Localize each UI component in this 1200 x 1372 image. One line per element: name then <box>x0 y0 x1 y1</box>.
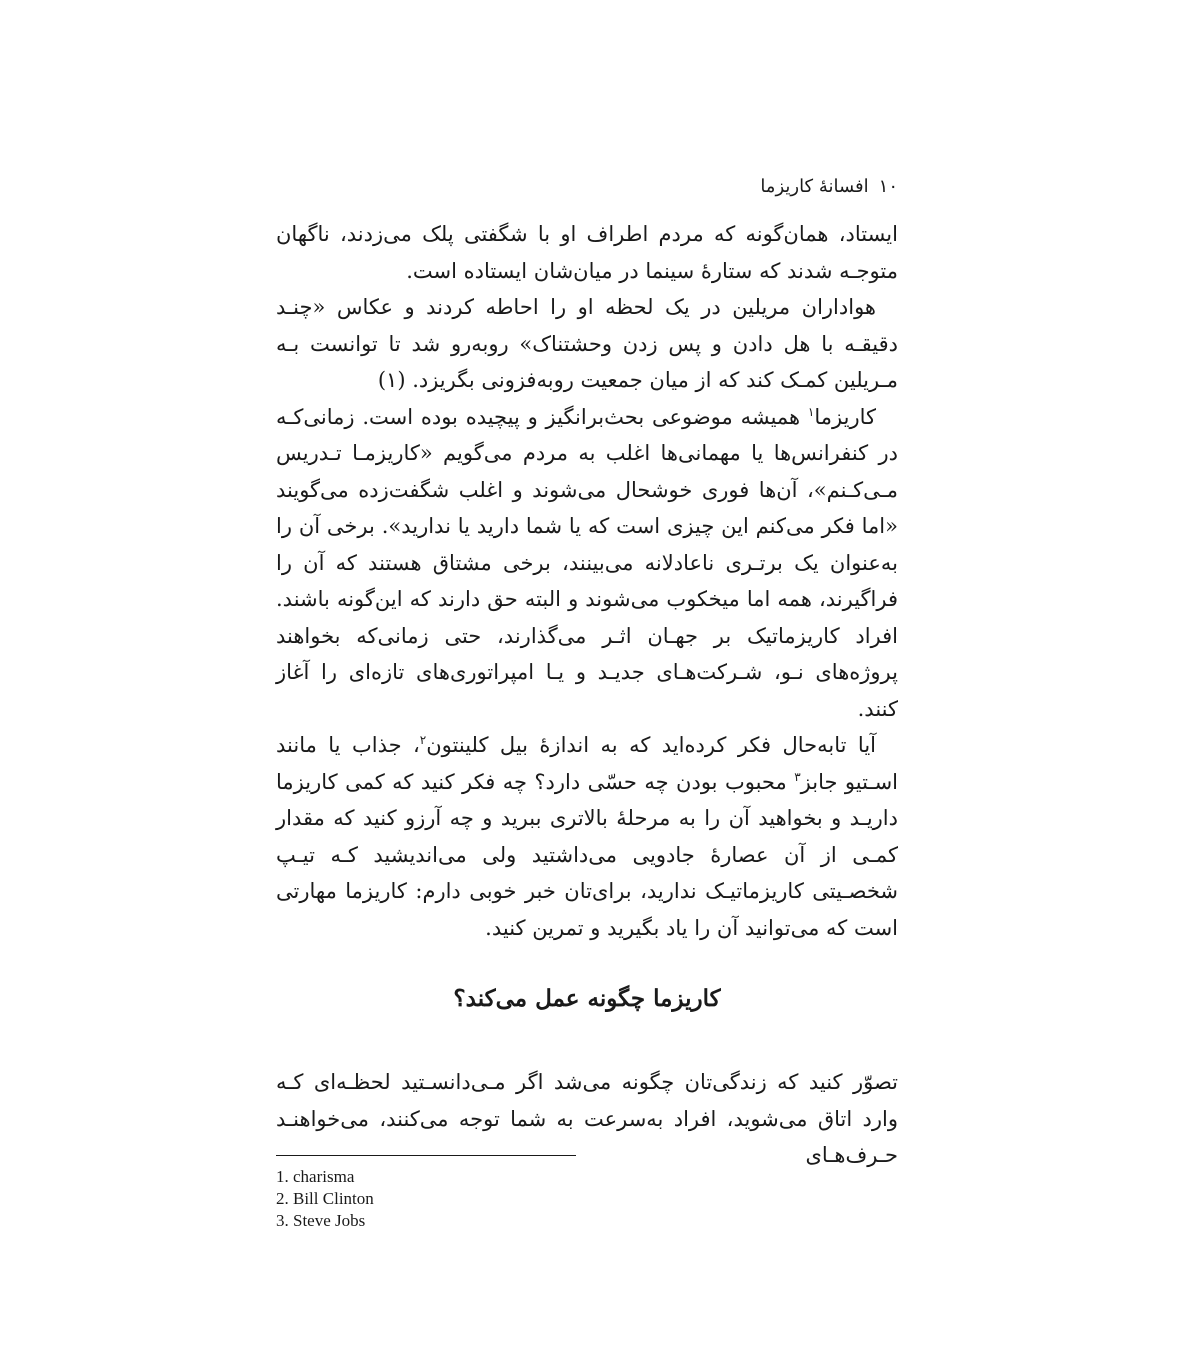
paragraph-4-start: آیا تابه‌حال فکر کرده‌اید که به اندازهٔ بیل کلینتون <box>426 733 877 757</box>
paragraph-4 <box>276 727 898 946</box>
paragraph-5: تصوّر کنید که زندگی‌تان چگونه می‌شد اگر مـی‌دانسـتید لحظـه‌ای کـه وارد اتاق می‌شوید، افراد به‌سرعت به شما توجه می‌کنند، می‌خواهنـد حـرف‌هـای <box>276 1070 898 1167</box>
page-number: ۱۰ <box>878 176 898 197</box>
paragraph-3 <box>276 399 898 728</box>
footnote-1: 1. charisma <box>276 1167 355 1186</box>
paragraph-4-mid: ، جذاب یا مانند اسـتیو جابز <box>276 733 899 794</box>
footnotes <box>276 1166 676 1232</box>
book-title: افسانهٔ کاریزما <box>760 176 869 197</box>
paragraph-3-rest: همیشه موضوعی بحث‌برانگیز و پیچیده بوده است. زمانی‌کـه در کنفرانس‌ها یا مهمانی‌ها اغلب به مردم می‌گویم «کاریزمـا تـدریس مـی‌کـنم»، آن‌ها فوری خوشحال می‌شوند و اغلب شگفت‌زده می‌گویند «اما فکر می‌کنم این چیزی است که یا شما دارید یا ندارید». برخی آن را به‌عنوان یک برتـری ناعادلانه می‌بینند، برخی مشتاق هستند که آن را فراگیرند، همه اما میخکوب می‌شوند و البته حق دارند که این‌گونه باشند. افراد کاریزماتیک بر جهـان اثـر می‌گذارند، حتی زمانی‌که بخواهند پروژه‌های نـو، شـرکت‌هـای جدیـد و یـا امپراتوری‌های تازه‌ای را آغاز کنند. <box>276 404 898 721</box>
paragraph-2: هواداران مریلین در یک لحظه او را احاطه کردند و عکاس «چنـد دقیقـه با هل دادن و پس زدن وحشتناک» روبه‌رو شد تا توانست بـه مـریلین کمـک کند که از میان جمعیت روبه‌فزونی بگریزد. (۱) <box>276 295 898 392</box>
footnote-2: 2. Bill Clinton <box>276 1189 374 1208</box>
body-text <box>276 216 898 946</box>
footnote-3: 3. Steve Jobs <box>276 1211 366 1230</box>
footnote-ref-1: ۱ <box>807 404 815 419</box>
paragraph-3-start: کاریزما <box>814 404 876 429</box>
paragraph-4-rest: محبوب بودن چه حسّی دارد؟ چه فکر کنید که کمی کاریزما داریـد و بخواهید آن را به مرحلهٔ بالاتری ببرید و چه آرزو کنید که مقدار کمـی از آن عصارهٔ جادویی می‌داشتید ولی می‌اندیشید کـه تیـپ شخصـیتی کاریزماتیـک ندارید، برای‌تان خبر خوبی دارم: کاریزما مهارتی است که می‌توانید آن را یاد بگیرید و تمرین کنید. <box>276 769 898 940</box>
footnote-ref-3: ۳ <box>794 769 801 784</box>
footnote-divider <box>276 1155 576 1156</box>
section-heading: کاریزما چگونه عمل می‌کند؟ <box>453 985 721 1012</box>
running-head <box>276 175 898 199</box>
paragraph-1: ایستاد، همان‌گونه که مردم اطراف او با شگفتی پلک می‌زدند، ناگهان متوجـه شدند که ستارهٔ سینما در میان‌شان ایستاده است. <box>276 222 898 283</box>
footnote-ref-2: ۲ <box>419 733 427 747</box>
body-text-2 <box>276 1064 898 1174</box>
